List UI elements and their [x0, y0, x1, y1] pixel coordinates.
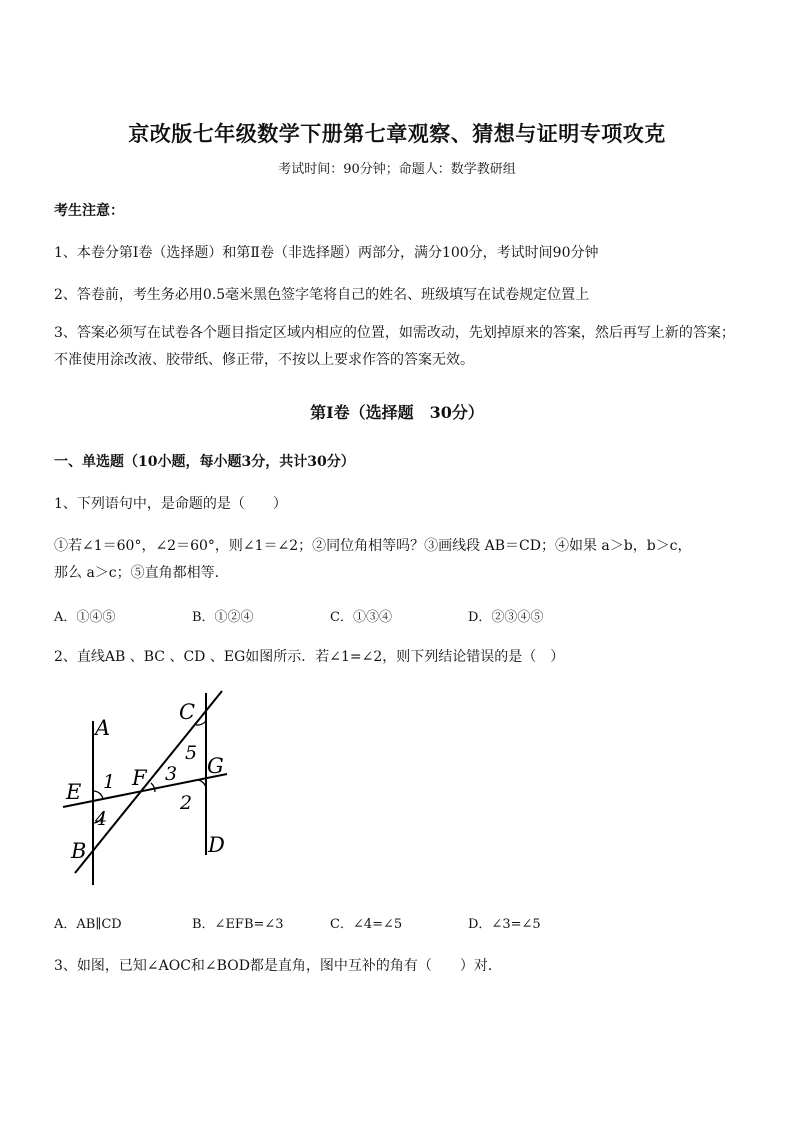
notice-item-2: 2、答卷前，考生务必用0.5毫米黑色签字笔将自己的姓名、班级填写在试卷规定位置上 [54, 287, 590, 303]
label-angle-2: 2 [180, 792, 193, 814]
part-heading: 一、单选题（10小题，每小题3分，共计30分） [54, 454, 355, 470]
angle-arc-3 [151, 783, 155, 792]
label-c: C [179, 700, 196, 724]
question-3-stem: 3、如图，已知∠AOC和∠BOD都是直角，图中互补的角有（ ）对． [54, 958, 502, 974]
label-b: B [71, 839, 87, 863]
label-angle-4: 4 [95, 808, 108, 830]
question-2-option-d[interactable]: D．∠3=∠5 [468, 917, 541, 932]
label-angle-5: 5 [185, 742, 198, 764]
label-f: F [132, 766, 147, 790]
exam-title: 京改版七年级数学下册第七章观察、猜想与证明专项攻克 [128, 121, 666, 146]
question-1-option-b[interactable]: B．①②④ [192, 610, 254, 625]
label-angle-3: 3 [165, 763, 178, 785]
question-1-body-line1: ①若∠1＝60°，∠2＝60°，则∠1＝∠2；②同位角相等吗？③画线段 AB＝CD；④如果 a＞b，b＞c， [54, 538, 692, 554]
label-d: D [208, 833, 225, 857]
question-2-option-a[interactable]: A．AB∥CD [54, 917, 122, 932]
question-2-stem: 2、直线AB 、BC 、CD 、EG如图所示．若∠1=∠2，则下列结论错误的是（ ） [54, 649, 565, 665]
exam-subtitle: 考试时间：90分钟；命题人：数学教研组 [278, 162, 516, 177]
question-2-option-c[interactable]: C．∠4=∠5 [330, 917, 403, 932]
label-e: E [66, 780, 82, 804]
notice-heading: 考生注意： [54, 203, 124, 219]
question-1-option-d[interactable]: D．②③④⑤ [468, 610, 544, 625]
question-2-option-b[interactable]: B．∠EFB=∠3 [192, 917, 284, 932]
angle-arc-2 [198, 780, 206, 788]
question-1-option-c[interactable]: C．①③④ [330, 610, 392, 625]
angle-arc-1 [93, 791, 103, 799]
question-1-option-a[interactable]: A．①④⑤ [54, 610, 116, 625]
question-1-body-line2: 那么 a＞c；⑤直角都相等． [54, 565, 229, 581]
label-angle-1: 1 [103, 771, 116, 793]
notice-item-3: 3、答案必须写在试卷各个题目指定区域内相应的位置，如需改动，先划掉原来的答案，然后再写上新的答案；不准使用涂改液、胶带纸、修正带，不按以上要求作答的答案无效。 [54, 325, 735, 368]
notice-item-1: 1、本卷分第Ⅰ卷（选择题）和第Ⅱ卷（非选择题）两部分，满分100分，考试时间90分钟 [54, 245, 599, 261]
question-2-figure [55, 685, 245, 890]
section-title: 第Ⅰ卷（选择题 30分） [310, 403, 484, 422]
label-g: G [207, 754, 224, 778]
question-1-stem: 1、下列语句中，是命题的是（ ） [54, 496, 287, 512]
label-a: A [95, 716, 111, 740]
